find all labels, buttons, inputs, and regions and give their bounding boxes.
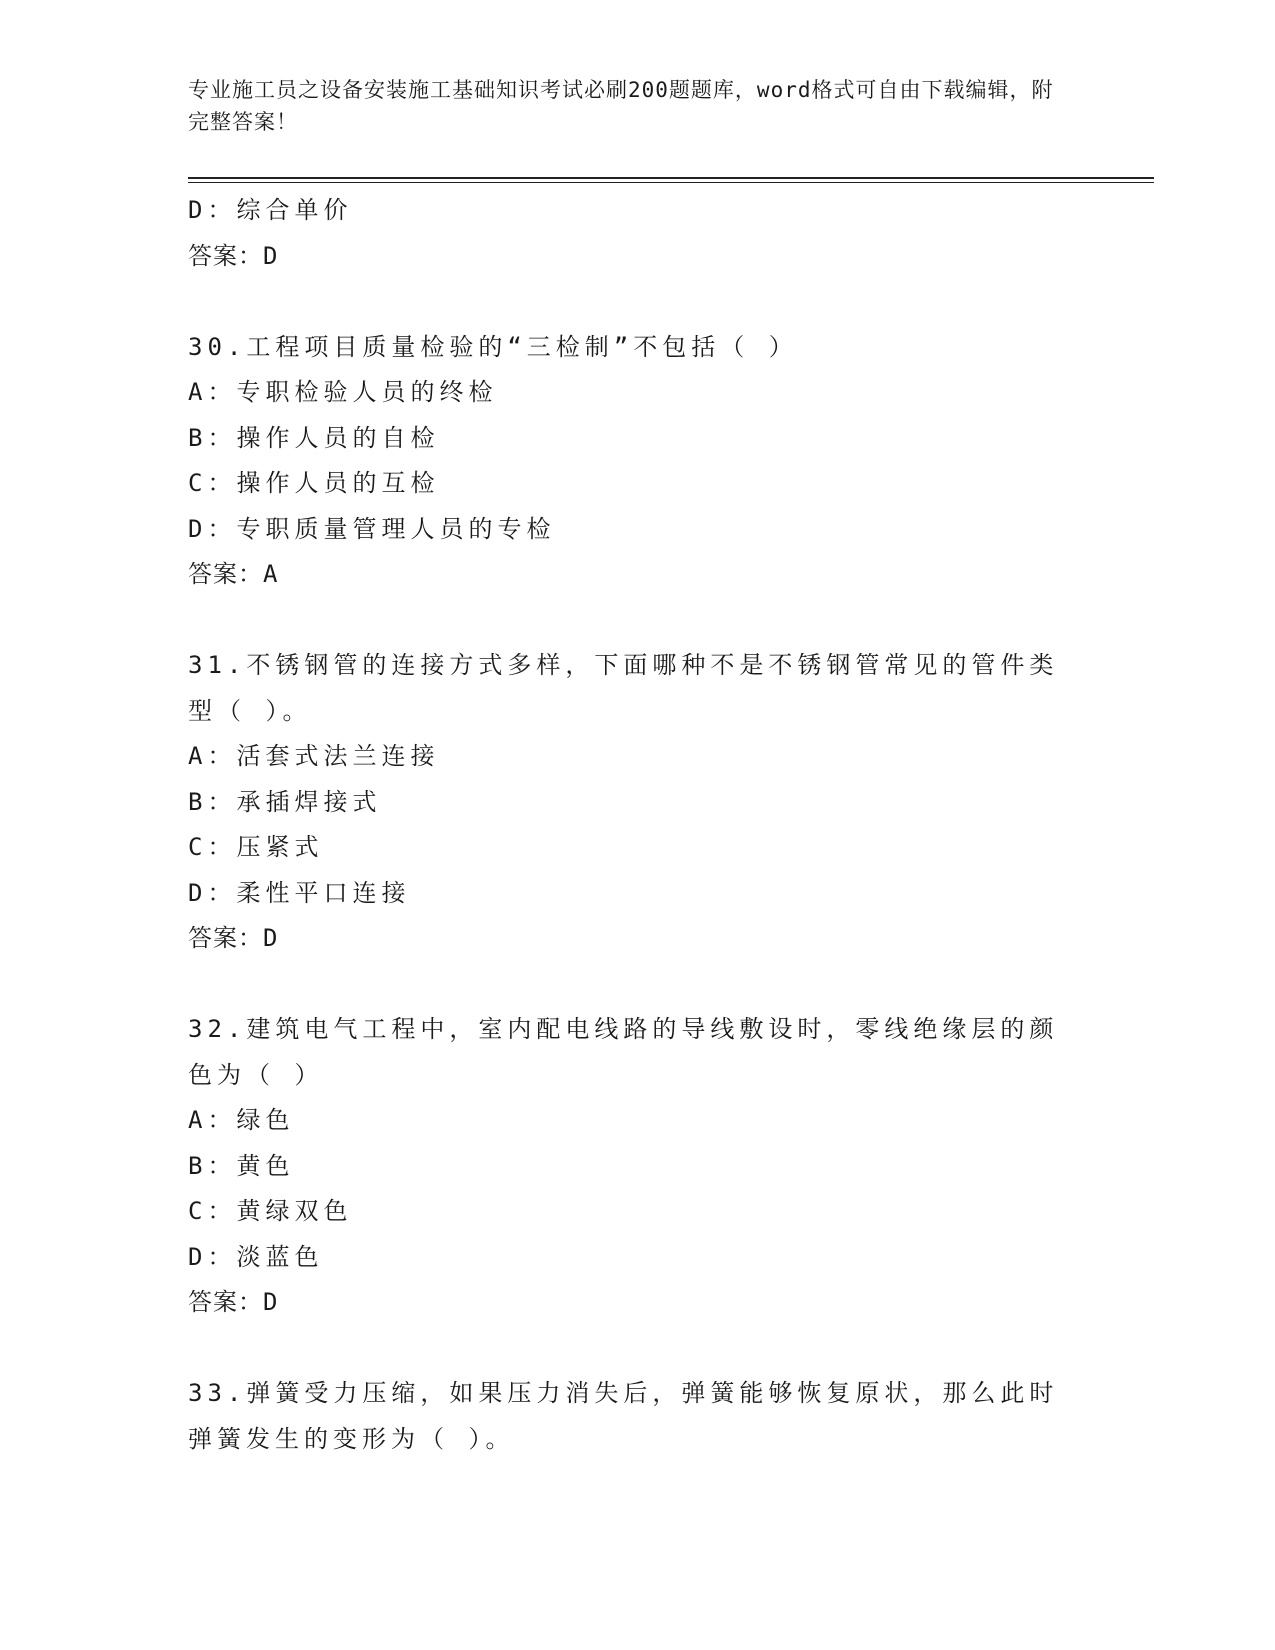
- question-31: [188, 643, 1068, 962]
- question-30: [188, 325, 1068, 598]
- option-d: D：淡蓝色: [188, 1242, 324, 1271]
- answer: 答案：D: [188, 1288, 279, 1316]
- option-a: A：活套式法兰连接: [188, 742, 440, 770]
- answer: 答案：D: [188, 924, 279, 952]
- option-d: D：专职质量管理人员的专检: [188, 514, 556, 543]
- answer: 答案：D: [188, 241, 279, 270]
- option-a: A：专职检验人员的终检: [188, 378, 498, 406]
- answer: 答案：A: [188, 560, 279, 588]
- option-d: D：综合单价: [188, 196, 353, 224]
- header-rule-thin: [188, 182, 1154, 183]
- option-a: A：绿色: [188, 1106, 295, 1134]
- option-c: C：操作人员的互检: [188, 469, 440, 497]
- header-text: 专业施工员之设备安装施工基础知识考试必刷200题题库，word格式可自由下载编辑，附完整答案！: [188, 78, 1054, 134]
- question-stem: 31.不锈钢管的连接方式多样，下面哪种不是不锈钢管常见的管件类型（ ）。: [188, 651, 1059, 725]
- spacer: [188, 598, 1068, 644]
- spacer: [188, 962, 1068, 1008]
- option-c: C：压紧式: [188, 833, 324, 861]
- question-32: [188, 1007, 1068, 1326]
- page-header: [188, 74, 1068, 138]
- question-stem: 32.建筑电气工程中，室内配电线路的导线敷设时，零线绝缘层的颜色为（ ）: [188, 1015, 1059, 1089]
- question-stem: 30.工程项目质量检验的“三检制”不包括（ ）: [188, 332, 798, 361]
- option-b: B：操作人员的自检: [188, 423, 440, 452]
- option-d: D：柔性平口连接: [188, 878, 411, 907]
- spacer: [188, 1326, 1068, 1372]
- question-33: [188, 1371, 1068, 1462]
- option-b: B：黄色: [188, 1151, 295, 1180]
- header-rule-thick: [188, 177, 1154, 179]
- option-b: B：承插焊接式: [188, 787, 382, 816]
- document-body: [188, 188, 1068, 1462]
- spacer: [188, 279, 1068, 325]
- option-c: C：黄绿双色: [188, 1197, 353, 1225]
- question-stem: 33.弹簧受力压缩，如果压力消失后，弹簧能够恢复原状，那么此时弹簧发生的变形为（ ）。: [188, 1379, 1059, 1453]
